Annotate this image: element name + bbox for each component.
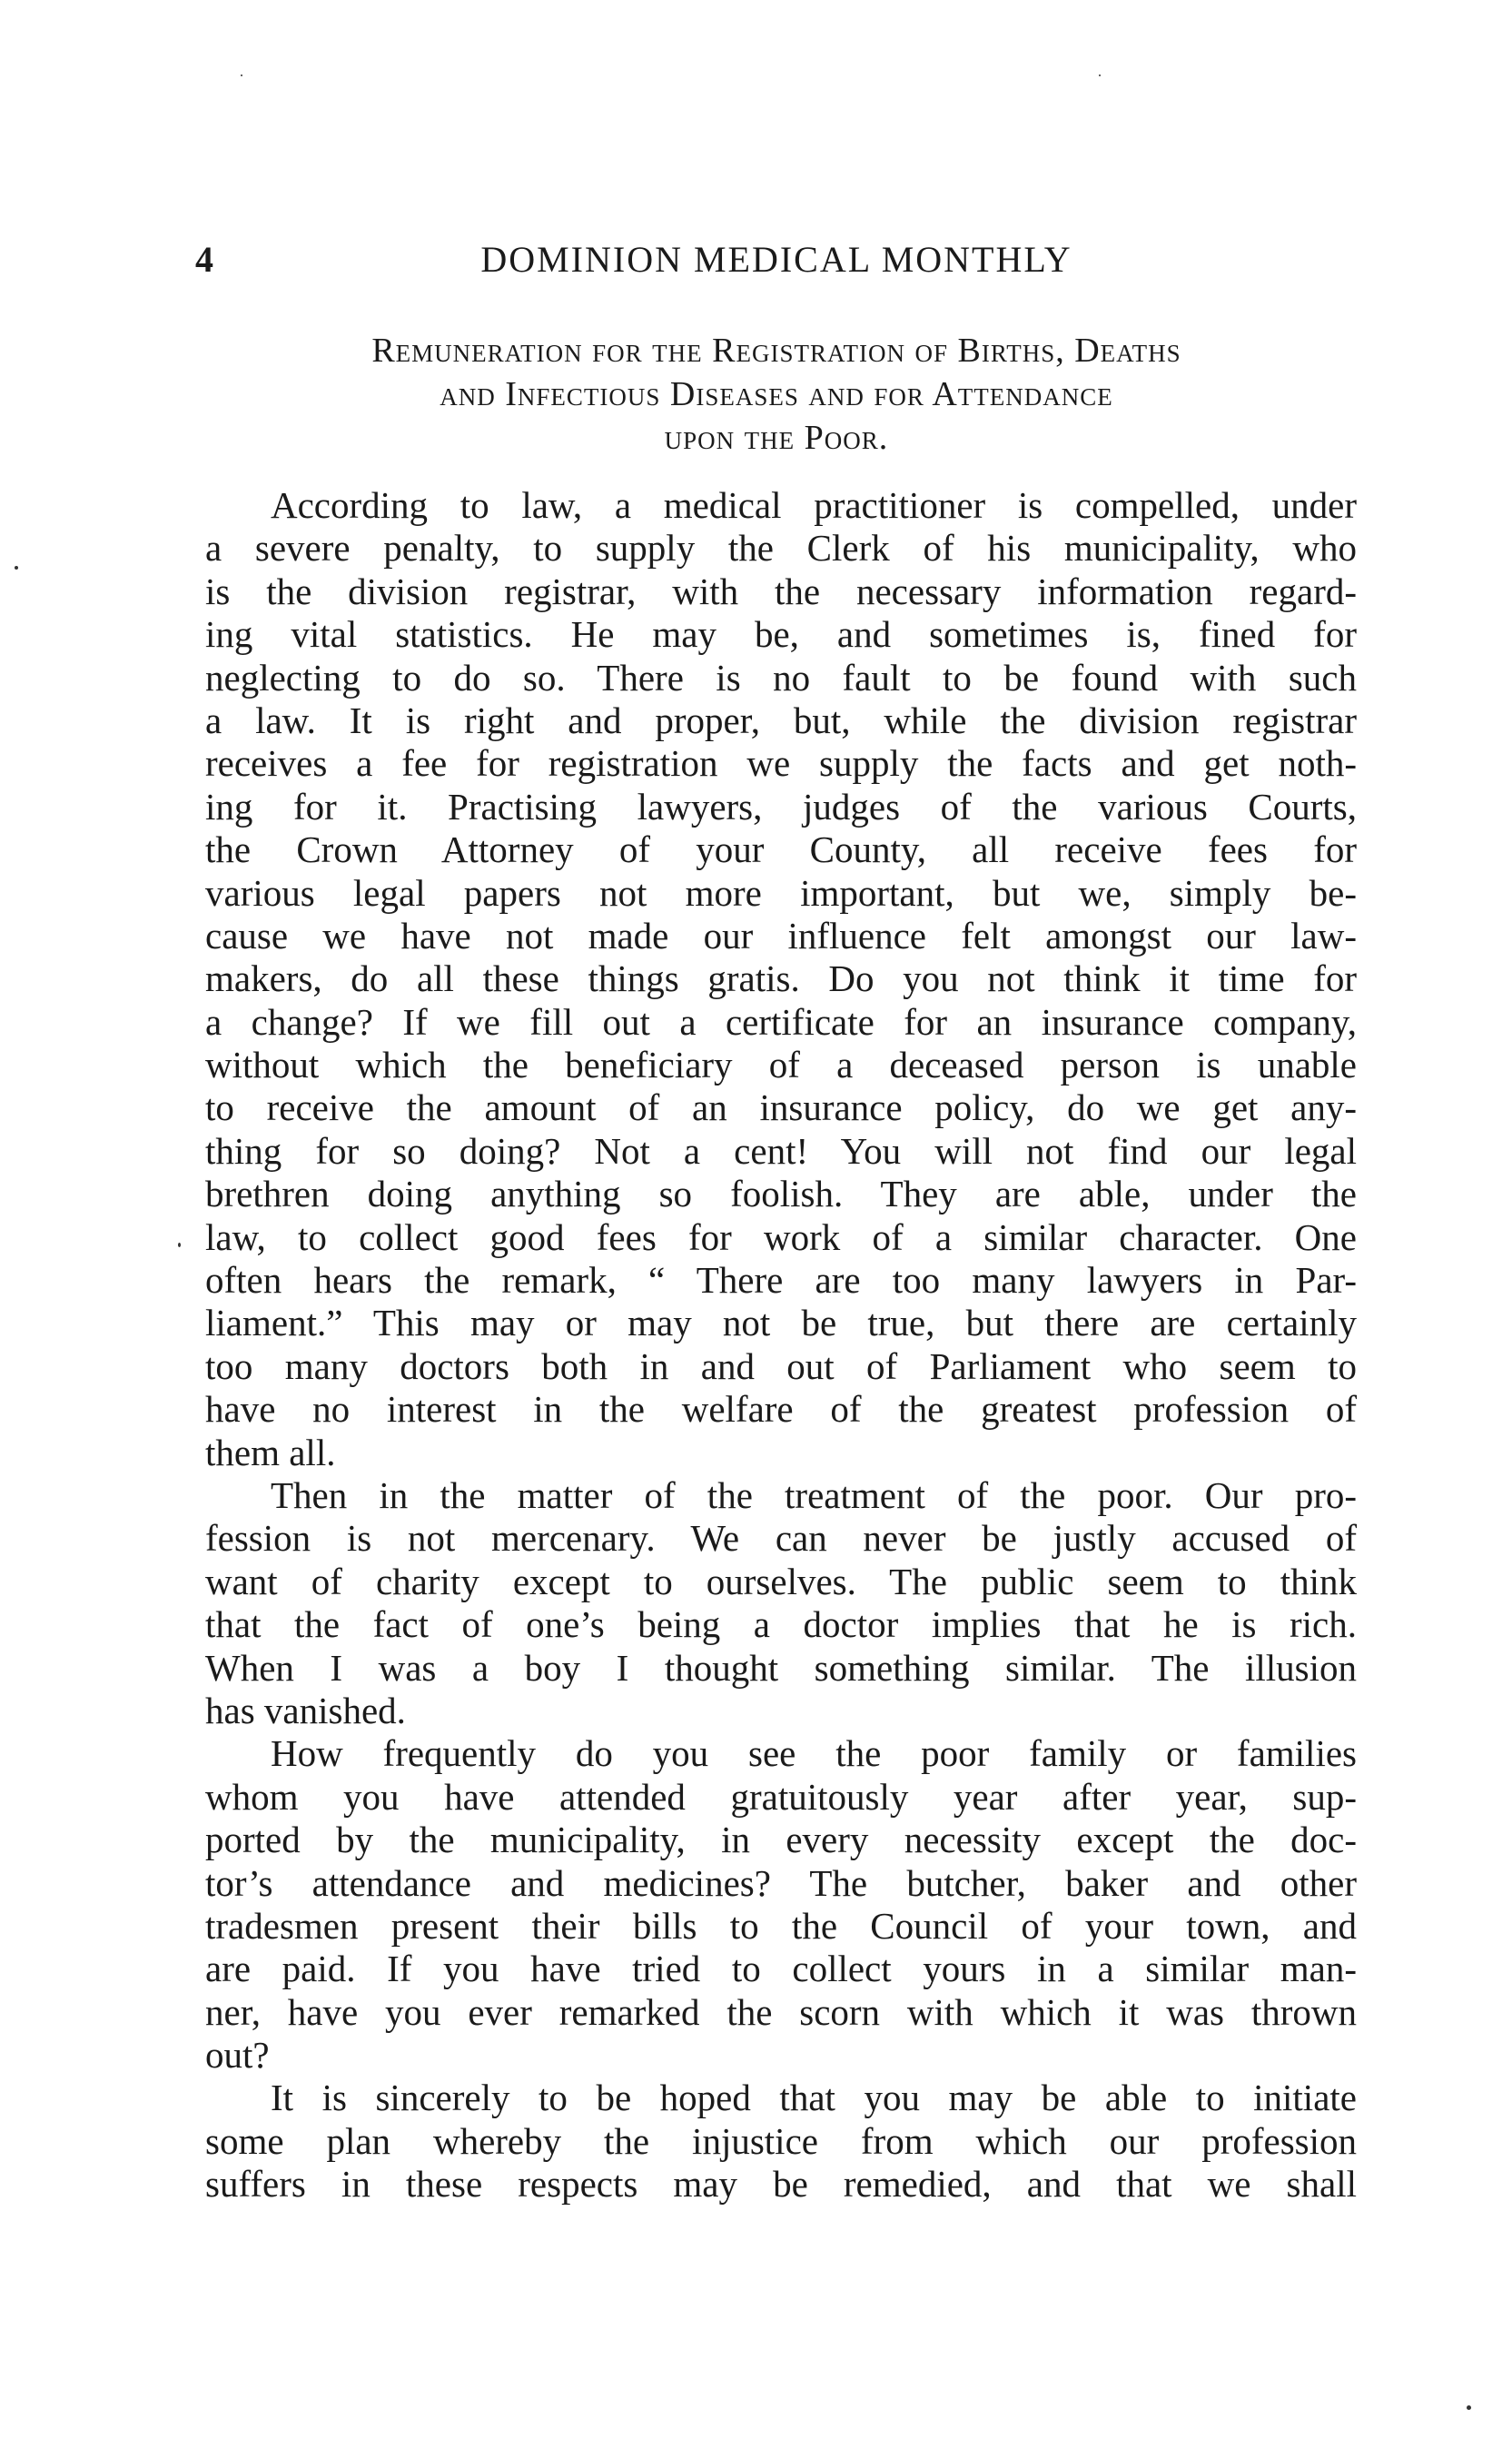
text-line: It is sincerely to be hoped that you may be able to initiate xyxy=(271,2077,1357,2119)
paper-speck xyxy=(241,74,242,76)
heading-line: upon the Poor. xyxy=(664,419,889,457)
text-line: cause we have not made our influence felt amongst our law- xyxy=(205,914,1357,957)
text-line: to receive the amount of an insurance policy, do we get any- xyxy=(205,1086,1357,1129)
text-line: that the fact of one’s being a doctor implies that he is rich. xyxy=(205,1603,1357,1646)
text-line: Then in the matter of the treatment of the poor. Our pro- xyxy=(271,1473,1357,1516)
text-line: When I was a boy I thought something similar. The illusion xyxy=(205,1646,1357,1689)
text-line: is the division registrar, with the necessary information regard- xyxy=(205,570,1357,612)
text-line: How frequently do you see the poor family or families xyxy=(271,1732,1357,1775)
text-line: often hears the remark, “ There are too many lawyers in Par- xyxy=(205,1259,1357,1302)
text-line: ing vital statistics. He may be, and sometimes is, fined for xyxy=(205,613,1357,656)
text-line: out? xyxy=(205,2034,270,2077)
text-line: tradesmen present their bills to the Council of your town, and xyxy=(205,1904,1357,1947)
article-body xyxy=(205,484,1357,2206)
text-line: has vanished. xyxy=(205,1689,406,1731)
text-line: ner, have you ever remarked the scorn with which it was thrown xyxy=(205,1990,1357,2033)
page-number: 4 xyxy=(195,239,213,280)
text-line: the Crown Attorney of your County, all receive fees for xyxy=(205,828,1357,871)
text-line: According to law, a medical practitioner is compelled, under xyxy=(271,484,1357,526)
text-line: some plan whereby the injustice from which our profession xyxy=(205,2119,1357,2162)
text-line: whom you have attended gratuitously year after year, sup- xyxy=(205,1775,1357,1818)
text-line: brethren doing anything so foolish. They are able, under the xyxy=(205,1173,1357,1215)
heading-line: Remuneration for the Registration of Births, Deaths xyxy=(371,332,1181,370)
text-line: liament.” This may or may not be true, but there are certainly xyxy=(205,1302,1357,1344)
text-line: want of charity except to ourselves. The public seem to think xyxy=(205,1560,1357,1602)
article-heading xyxy=(195,329,1358,460)
journal-title: DOMINION MEDICAL MONTHLY xyxy=(480,239,1072,280)
text-line: ported by the municipality, in every necessity except the doc- xyxy=(205,1819,1357,1861)
text-line: a change? If we fill out a certificate for an insurance company, xyxy=(205,1000,1357,1043)
text-line: without which the beneficiary of a deceased person is unable xyxy=(205,1044,1357,1086)
paper-speck xyxy=(1467,2405,1471,2410)
text-line: them all. xyxy=(205,1431,336,1473)
paper-speck xyxy=(1099,74,1101,76)
paper-speck xyxy=(15,566,18,570)
paper-speck xyxy=(178,1243,181,1247)
text-line: ing for it. Practising lawyers, judges of the various Courts, xyxy=(205,785,1357,828)
running-head xyxy=(195,238,1358,283)
text-line: too many doctors both in and out of Parliament who seem to xyxy=(205,1344,1357,1387)
heading-line: and Infectious Diseases and for Attendance xyxy=(440,375,1113,413)
text-line: neglecting to do so. There is no fault to be found with such xyxy=(205,656,1357,699)
text-line: various legal papers not more important, but we, simply be- xyxy=(205,871,1357,914)
text-line: law, to collect good fees for work of a similar character. One xyxy=(205,1215,1357,1258)
text-line: tor’s attendance and medicines? The butcher, baker and other xyxy=(205,1861,1357,1904)
text-line: fession is not mercenary. We can never be justly accused of xyxy=(205,1517,1357,1560)
text-line: are paid. If you have tried to collect yours in a similar man- xyxy=(205,1948,1357,1990)
text-line: a law. It is right and proper, but, while the division registrar xyxy=(205,699,1357,741)
text-line: makers, do all these things gratis. Do you not think it time for xyxy=(205,957,1357,1000)
text-line: thing for so doing? Not a cent! You will not find our legal xyxy=(205,1129,1357,1172)
text-line: a severe penalty, to supply the Clerk of his municipality, who xyxy=(205,527,1357,570)
text-line: suffers in these respects may be remedied, and that we shall xyxy=(205,2163,1357,2206)
text-line: have no interest in the welfare of the greatest profession of xyxy=(205,1388,1357,1431)
text-line: receives a fee for registration we supply the facts and get noth- xyxy=(205,742,1357,785)
